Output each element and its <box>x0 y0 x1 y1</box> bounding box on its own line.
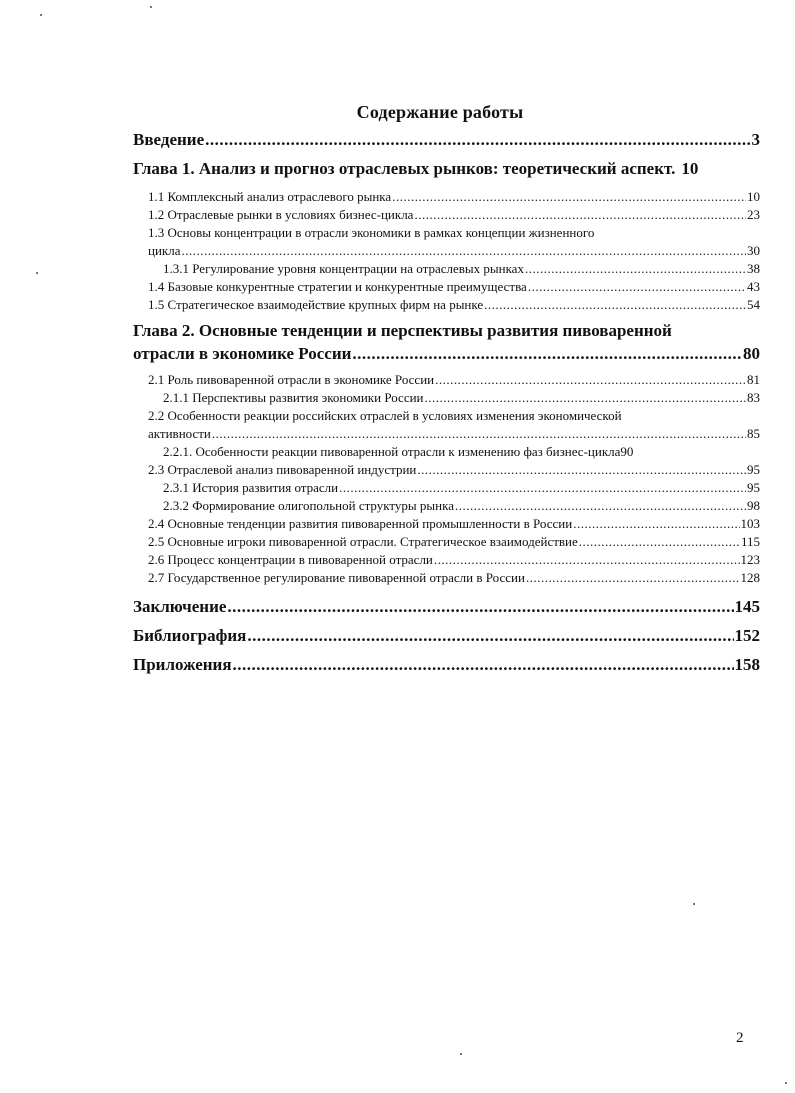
leader-dots <box>573 516 739 532</box>
leader-dots <box>227 597 733 617</box>
toc-entry-1-3-line1[interactable]: 1.3 Основы концентрации в отрасли экономики в рамках концепции жизненного <box>148 225 595 240</box>
toc-entry-2-3-1[interactable] <box>163 480 760 496</box>
leader-dots <box>435 372 746 388</box>
toc-label: Введение <box>133 130 205 149</box>
toc-entry-chapter-2[interactable] <box>133 344 760 364</box>
toc-entry-2-1-1[interactable] <box>163 390 760 406</box>
leader-dots <box>434 552 740 568</box>
toc-page: 158 <box>734 655 760 674</box>
toc-entry-1-5[interactable] <box>148 297 760 313</box>
toc-page: 95 <box>747 480 760 495</box>
toc-page: 23 <box>747 207 760 222</box>
toc-label: 2.4 Основные тенденции развития пивоваренной промышленности в России <box>148 516 573 531</box>
leader-dots <box>417 462 746 478</box>
leader-dots <box>528 279 746 295</box>
toc-page: 83 <box>747 390 760 405</box>
toc-page: 128 <box>740 570 760 585</box>
leader-dots <box>455 498 746 514</box>
toc-entry-2-3[interactable] <box>148 462 760 478</box>
scan-speck <box>693 903 695 905</box>
scan-speck <box>150 6 152 8</box>
toc-label: 2.2.1. Особенности реакции пивоваренной отрасли к изменению фаз бизнес-цикла <box>163 444 621 459</box>
toc-page: 10 <box>681 159 699 178</box>
toc-page: 90 <box>620 444 634 459</box>
toc-page: 80 <box>743 344 760 363</box>
toc-label: Глава 1. Анализ и прогноз отраслевых рынков: теоретический аспект. <box>133 159 676 178</box>
toc-page: 43 <box>747 279 760 294</box>
toc-label: 1.3.1 Регулирование уровня концентрации на отраслевых рынках <box>163 261 524 276</box>
toc-page: 81 <box>747 372 760 387</box>
toc-entry-chapter-1[interactable] <box>133 159 760 179</box>
toc-page: 98 <box>747 498 760 513</box>
leader-dots <box>579 534 740 550</box>
leader-dots <box>247 626 733 646</box>
scan-speck <box>40 14 42 16</box>
toc-label: 2.5 Основные игроки пивоваренной отрасли. Стратегическое взаимодействие <box>148 534 578 549</box>
toc-label: 2.3 Отраслевой анализ пивоваренной индустрии <box>148 462 417 477</box>
toc-entry-1-1[interactable] <box>148 189 760 205</box>
toc-entry-1-2[interactable] <box>148 207 760 223</box>
toc-label: 2.1 Роль пивоваренной отрасли в экономике России <box>148 372 435 387</box>
leader-dots <box>182 243 747 259</box>
scan-speck <box>36 272 38 274</box>
toc-label: Приложения <box>133 655 232 674</box>
toc-entry-chapter-2-line1[interactable]: Глава 2. Основные тенденции и перспективы развития пивоваренной <box>133 321 672 340</box>
toc-entry-conclusion[interactable] <box>133 597 760 617</box>
toc-entry-2-3-2[interactable] <box>163 498 760 514</box>
leader-dots <box>205 130 750 150</box>
toc-label: отрасли в экономике России <box>133 344 352 363</box>
toc-entry-1-4[interactable] <box>148 279 760 295</box>
toc-label: активности <box>148 426 211 441</box>
leader-dots <box>233 655 734 675</box>
toc-page: 103 <box>740 516 760 531</box>
toc-page: 85 <box>747 426 760 441</box>
toc-label: цикла <box>148 243 181 258</box>
toc-label: 1.5 Стратегическое взаимодействие крупных фирм на рынке <box>148 297 484 312</box>
toc-page: 30 <box>747 243 760 258</box>
toc-label: 2.3.1 История развития отрасли <box>163 480 339 495</box>
toc-entry-1-3[interactable] <box>148 243 760 259</box>
toc-entry-2-2[interactable] <box>148 426 760 442</box>
toc-page: 145 <box>734 597 760 616</box>
toc-label: Заключение <box>133 597 227 616</box>
leader-dots <box>392 189 746 205</box>
leader-dots <box>352 344 742 364</box>
toc-page: 38 <box>747 261 760 276</box>
leader-dots <box>484 297 746 313</box>
toc-page: 152 <box>734 626 760 645</box>
toc-page: 123 <box>740 552 760 567</box>
leader-dots <box>339 480 746 496</box>
toc-page: 10 <box>747 189 760 204</box>
scan-speck <box>460 1053 462 1055</box>
page-title: Содержание работы <box>356 102 524 122</box>
toc-page: 54 <box>747 297 760 312</box>
toc-page: 115 <box>740 534 760 549</box>
toc-entry-2-4[interactable] <box>148 516 760 532</box>
leader-dots <box>525 261 746 277</box>
toc-page: 95 <box>747 462 760 477</box>
leader-dots <box>414 207 746 223</box>
toc-entry-2-6[interactable] <box>148 552 760 568</box>
leader-dots <box>526 570 740 586</box>
toc-label: 2.6 Процесс концентрации в пивоваренной отрасли <box>148 552 433 567</box>
toc-page: 3 <box>751 130 760 149</box>
toc-label: 1.1 Комплексный анализ отраслевого рынка <box>148 189 392 204</box>
toc-label: Библиография <box>133 626 247 645</box>
page-number: 2 <box>736 1030 744 1046</box>
toc-label: 2.1.1 Перспективы развития экономики России <box>163 390 424 405</box>
toc-entry-intro[interactable] <box>133 130 760 150</box>
scan-speck <box>785 1082 787 1084</box>
toc-entry-2-1[interactable] <box>148 372 760 388</box>
toc-label: 1.4 Базовые конкурентные стратегии и конкурентные преимущества <box>148 279 527 294</box>
toc-entry-2-5[interactable] <box>148 534 760 550</box>
toc-label: 2.3.2 Формирование олигопольной структуры рынка <box>163 498 454 513</box>
toc-entry-1-3-1[interactable] <box>163 261 760 277</box>
leader-dots <box>212 426 746 442</box>
toc-label: 2.7 Государственное регулирование пивоваренной отрасли в России <box>148 570 525 585</box>
toc-entry-2-2-1[interactable] <box>163 444 760 460</box>
toc-label: 1.2 Отраслевые рынки в условиях бизнес-цикла <box>148 207 414 222</box>
leader-dots <box>425 390 746 406</box>
toc-entry-2-2-line1[interactable]: 2.2 Особенности реакции российских отраслей в условиях изменения экономической <box>148 408 622 423</box>
toc-entry-bibliography[interactable] <box>133 626 760 646</box>
toc-entry-2-7[interactable] <box>148 570 760 586</box>
toc-entry-appendix[interactable] <box>133 655 760 675</box>
